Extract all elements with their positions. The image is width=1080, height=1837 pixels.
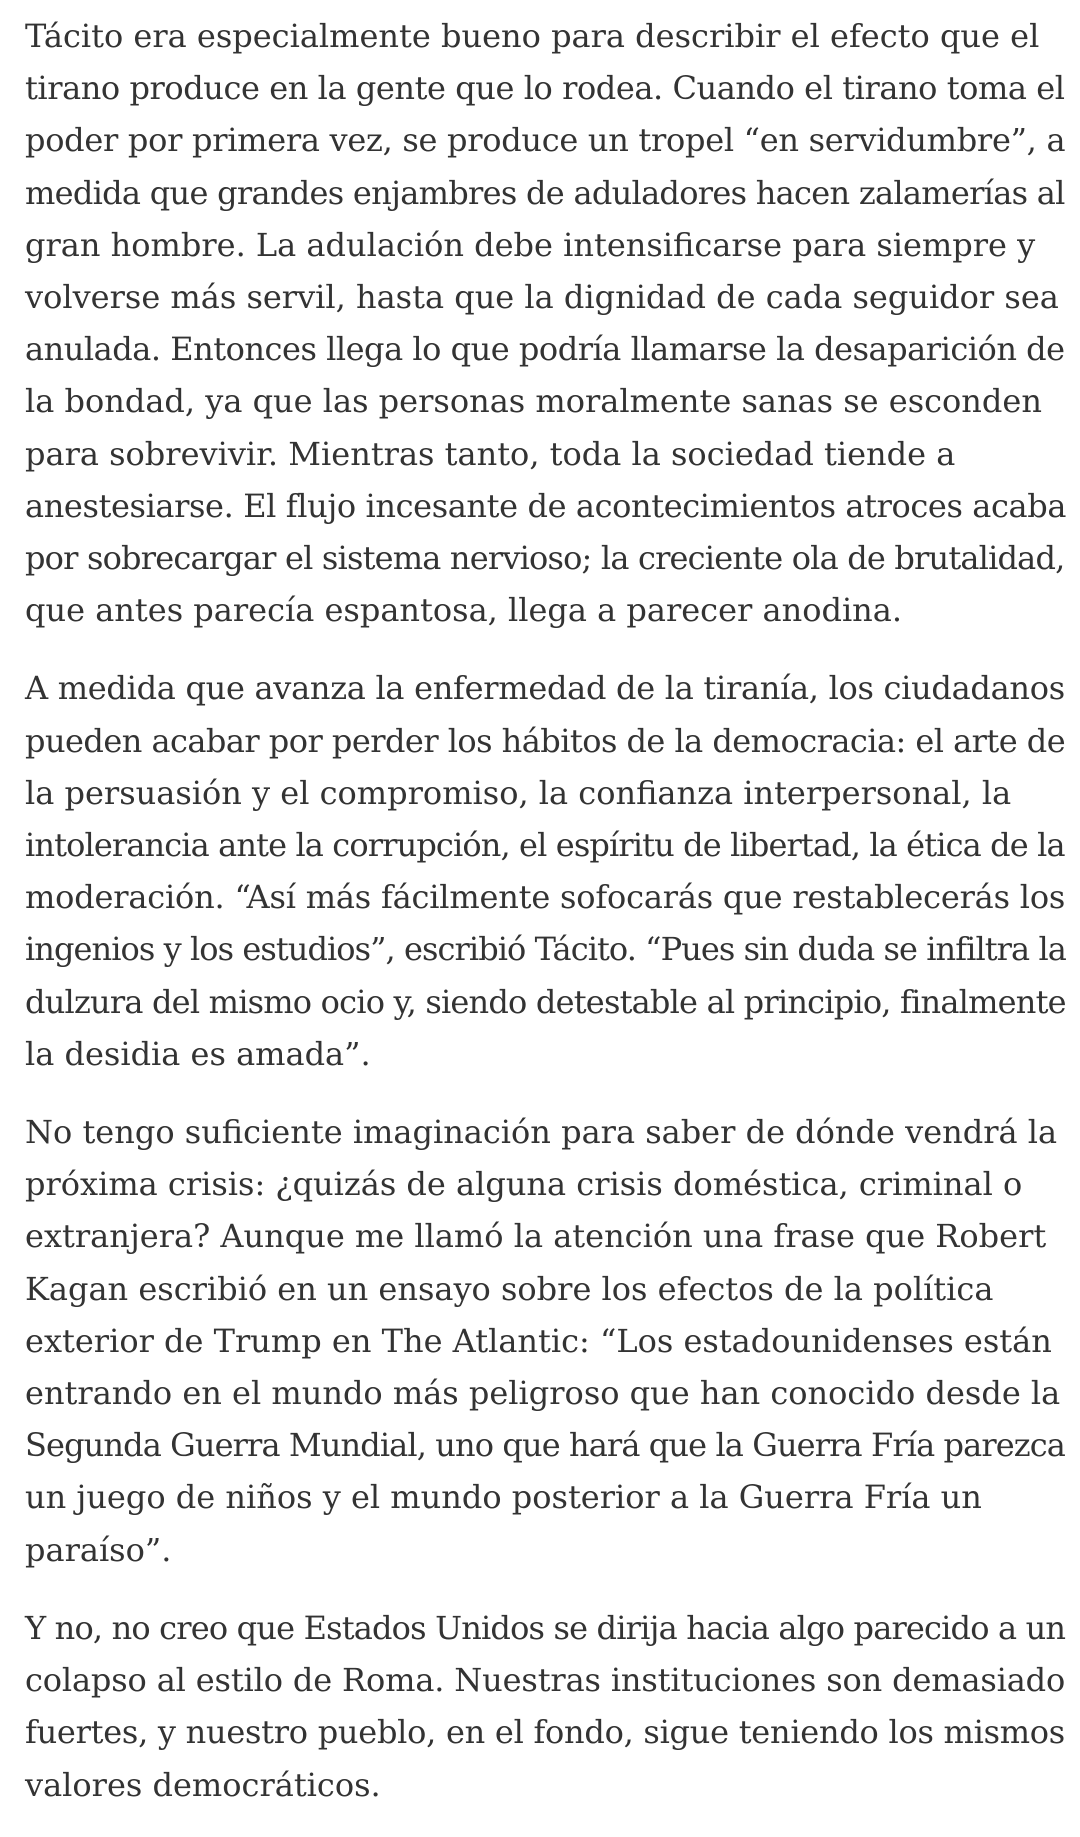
text-line: medida que grandes enjambres de aduladores hacen zalamerías al xyxy=(25,173,1065,212)
text-line: anulada. Entonces llega lo que podría llamarse la desaparición de xyxy=(25,330,1065,369)
text-line: por sobrecargar el sistema nervioso; la creciente ola de brutalidad, xyxy=(25,539,1065,578)
text-line: valores democráticos. xyxy=(25,1765,381,1804)
text-line: la bondad, ya que las personas moralmente sanas se esconden xyxy=(25,382,1042,421)
paragraph-tyranny-effects xyxy=(25,10,1065,636)
article-body xyxy=(25,10,1065,1837)
text-line: para sobrevivir. Mientras tanto, toda la sociedad tiende a xyxy=(25,434,956,473)
text-line: la persuasión y el compromiso, la confianza interpersonal, la xyxy=(25,773,1012,812)
paragraph-conclusion xyxy=(25,1602,1065,1811)
text-line: fuertes, y nuestro pueblo, en el fondo, sigue teniendo los mismos xyxy=(25,1713,1065,1752)
text-line: exterior de Trump en The Atlantic: “Los estadounidenses están xyxy=(25,1321,1052,1360)
text-line: No tengo suficiente imaginación para saber de dónde vendrá la xyxy=(25,1113,1058,1152)
text-line: un juego de niños y el mundo posterior a la Guerra Fría un xyxy=(25,1478,982,1517)
text-line: A medida que avanza la enfermedad de la tiranía, los ciudadanos xyxy=(25,669,1065,708)
text-line: Kagan escribió en un ensayo sobre los efectos de la política xyxy=(25,1269,994,1308)
text-line: Tácito era especialmente bueno para describir el efecto que el xyxy=(25,17,1040,55)
text-line: colapso al estilo de Roma. Nuestras instituciones son demasiado xyxy=(25,1661,1066,1700)
text-line: anestesiarse. El flujo incesante de acontecimientos atroces acaba xyxy=(25,486,1067,525)
text-line: poder por primera vez, se produce un tropel “en servidumbre”, a xyxy=(25,121,1066,160)
text-line: Y no, no creo que Estados Unidos se dirija hacia algo parecido a un xyxy=(25,1608,1066,1647)
text-line: la desidia es amada”. xyxy=(25,1034,371,1073)
text-line: tirano produce en la gente que lo rodea. Cuando el tirano toma el xyxy=(25,69,1065,108)
text-line: pueden acabar por perder los hábitos de la democracia: el arte de xyxy=(25,721,1066,760)
text-line: ingenios y los estudios”, escribió Tácito. “Pues sin duda se infiltra la xyxy=(25,930,1066,969)
text-line: paraíso”. xyxy=(25,1530,172,1569)
text-line: gran hombre. La adulación debe intensificarse para siempre y xyxy=(25,225,1036,264)
text-line: dulzura del mismo ocio y, siendo detestable al principio, finalmente xyxy=(25,982,1066,1021)
text-line: intolerancia ante la corrupción, el espíritu de libertad, la ética de la xyxy=(25,826,1065,865)
text-line: moderación. “Así más fácilmente sofocarás que restablecerás los xyxy=(25,878,1066,917)
text-line: que antes parecía espantosa, llega a parecer anodina. xyxy=(25,591,903,630)
text-line: Segunda Guerra Mundial, uno que hará que la Guerra Fría parezca xyxy=(25,1426,1065,1465)
text-line: próxima crisis: ¿quizás de alguna crisis doméstica, criminal o xyxy=(25,1165,1023,1204)
text-line: extranjera? Aunque me llamó la atención una frase que Robert xyxy=(25,1217,1047,1256)
text-line: volverse más servil, hasta que la dignidad de cada seguidor sea xyxy=(25,278,1059,317)
paragraph-next-crisis xyxy=(25,1106,1065,1576)
paragraph-democratic-habits xyxy=(25,662,1065,1080)
text-line: entrando en el mundo más peligroso que han conocido desde la xyxy=(25,1374,1061,1413)
